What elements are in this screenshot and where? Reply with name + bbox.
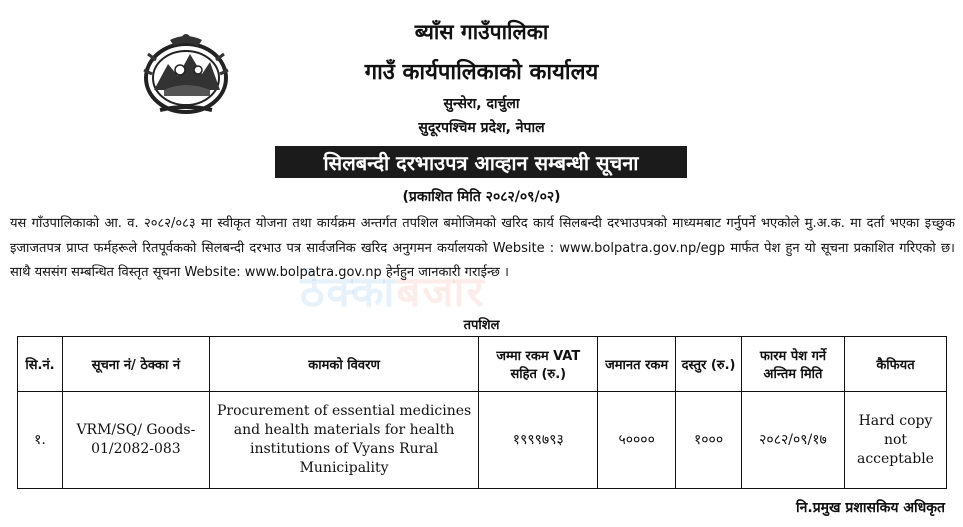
table-header-row	[18, 337, 947, 392]
header-deadline: फारम पेश गर्ने अन्तिम मिति	[742, 337, 845, 392]
header-fee: दस्तुर (रु.)	[676, 337, 742, 392]
table-row	[18, 392, 947, 489]
watermark-part-1: ठेक्का	[300, 267, 397, 316]
municipality-name: ब्याँस गाउँपालिका	[414, 20, 549, 44]
office-address: सुन्सेरा, दार्चुला	[443, 96, 520, 112]
province-country: सुदूरपश्चिम प्रदेश, नेपाल	[418, 120, 545, 136]
cell-notice-no: VRM/SQ/ Goods-01/2082-083	[62, 392, 209, 489]
cell-total-amount: १९९९७९३	[479, 392, 598, 489]
header-sn: सि.नं.	[18, 337, 63, 392]
table-title: तपशिल	[463, 318, 500, 333]
cell-security-amount: ५००००	[598, 392, 676, 489]
header-security-amount: जमानत रकम	[598, 337, 676, 392]
notice-paragraph: यस गाँउपालिकाको आ. व. २०८२/०८३ मा स्वीकृत योजना तथा कार्यक्रम अन्तर्गत तपशिल बमोजिमको खरिद कार्य सिलबन्दी दरभाउपत्रको माध्यमबाट गर्नुपर्ने भएकोले मु.अ.क. मा दर्ता भएका इच्छुक इजाजतपत्र प्राप्त फर्महरूले रितपूर्वकको सिलबन्दी दरभाउ पत्र सार्वजनिक खरिद अनुगमन कर्यालयको Website : www.bolpatra.gov.np/egp मार्फत पेश हुन यो सूचना प्रकाशित गरिएको छ। साथै यससंग सम्बन्धित विस्तृत सूचना Website: www.bolpatra.gov.np हेर्नहुन जानकारी गराईन्छ ।	[10, 216, 955, 280]
tender-table	[17, 336, 947, 489]
header-remarks: कैफियत	[844, 337, 946, 392]
header-description: कामको विवरण	[209, 337, 479, 392]
cell-deadline: २०८२/०९/१७	[742, 392, 845, 489]
cell-remarks: Hard copy not acceptable	[844, 392, 946, 489]
office-name: गाउँ कार्यपालिकाको कार्यालय	[364, 60, 599, 85]
cell-fee: १०००	[676, 392, 742, 489]
header-total-amount: जम्मा रकम VAT सहित (रु.)	[479, 337, 598, 392]
cell-description: Procurement of essential medicines and health materials for health institutions of Vyans Rural Municipality	[209, 392, 479, 489]
header-notice-no: सूचना नं/ ठेक्का नं	[62, 337, 209, 392]
watermark-part-2: बजार	[396, 267, 486, 316]
notice-title-banner: सिलबन्दी दरभाउपत्र आव्हान सम्बन्धी सूचना	[275, 146, 687, 178]
signature-title: नि.प्रमुख प्रशासकिय अधिकृत	[796, 500, 945, 516]
cell-sn: १.	[18, 392, 63, 489]
published-date: (प्रकाशित मिति २०८२/०९/०२)	[402, 189, 561, 205]
